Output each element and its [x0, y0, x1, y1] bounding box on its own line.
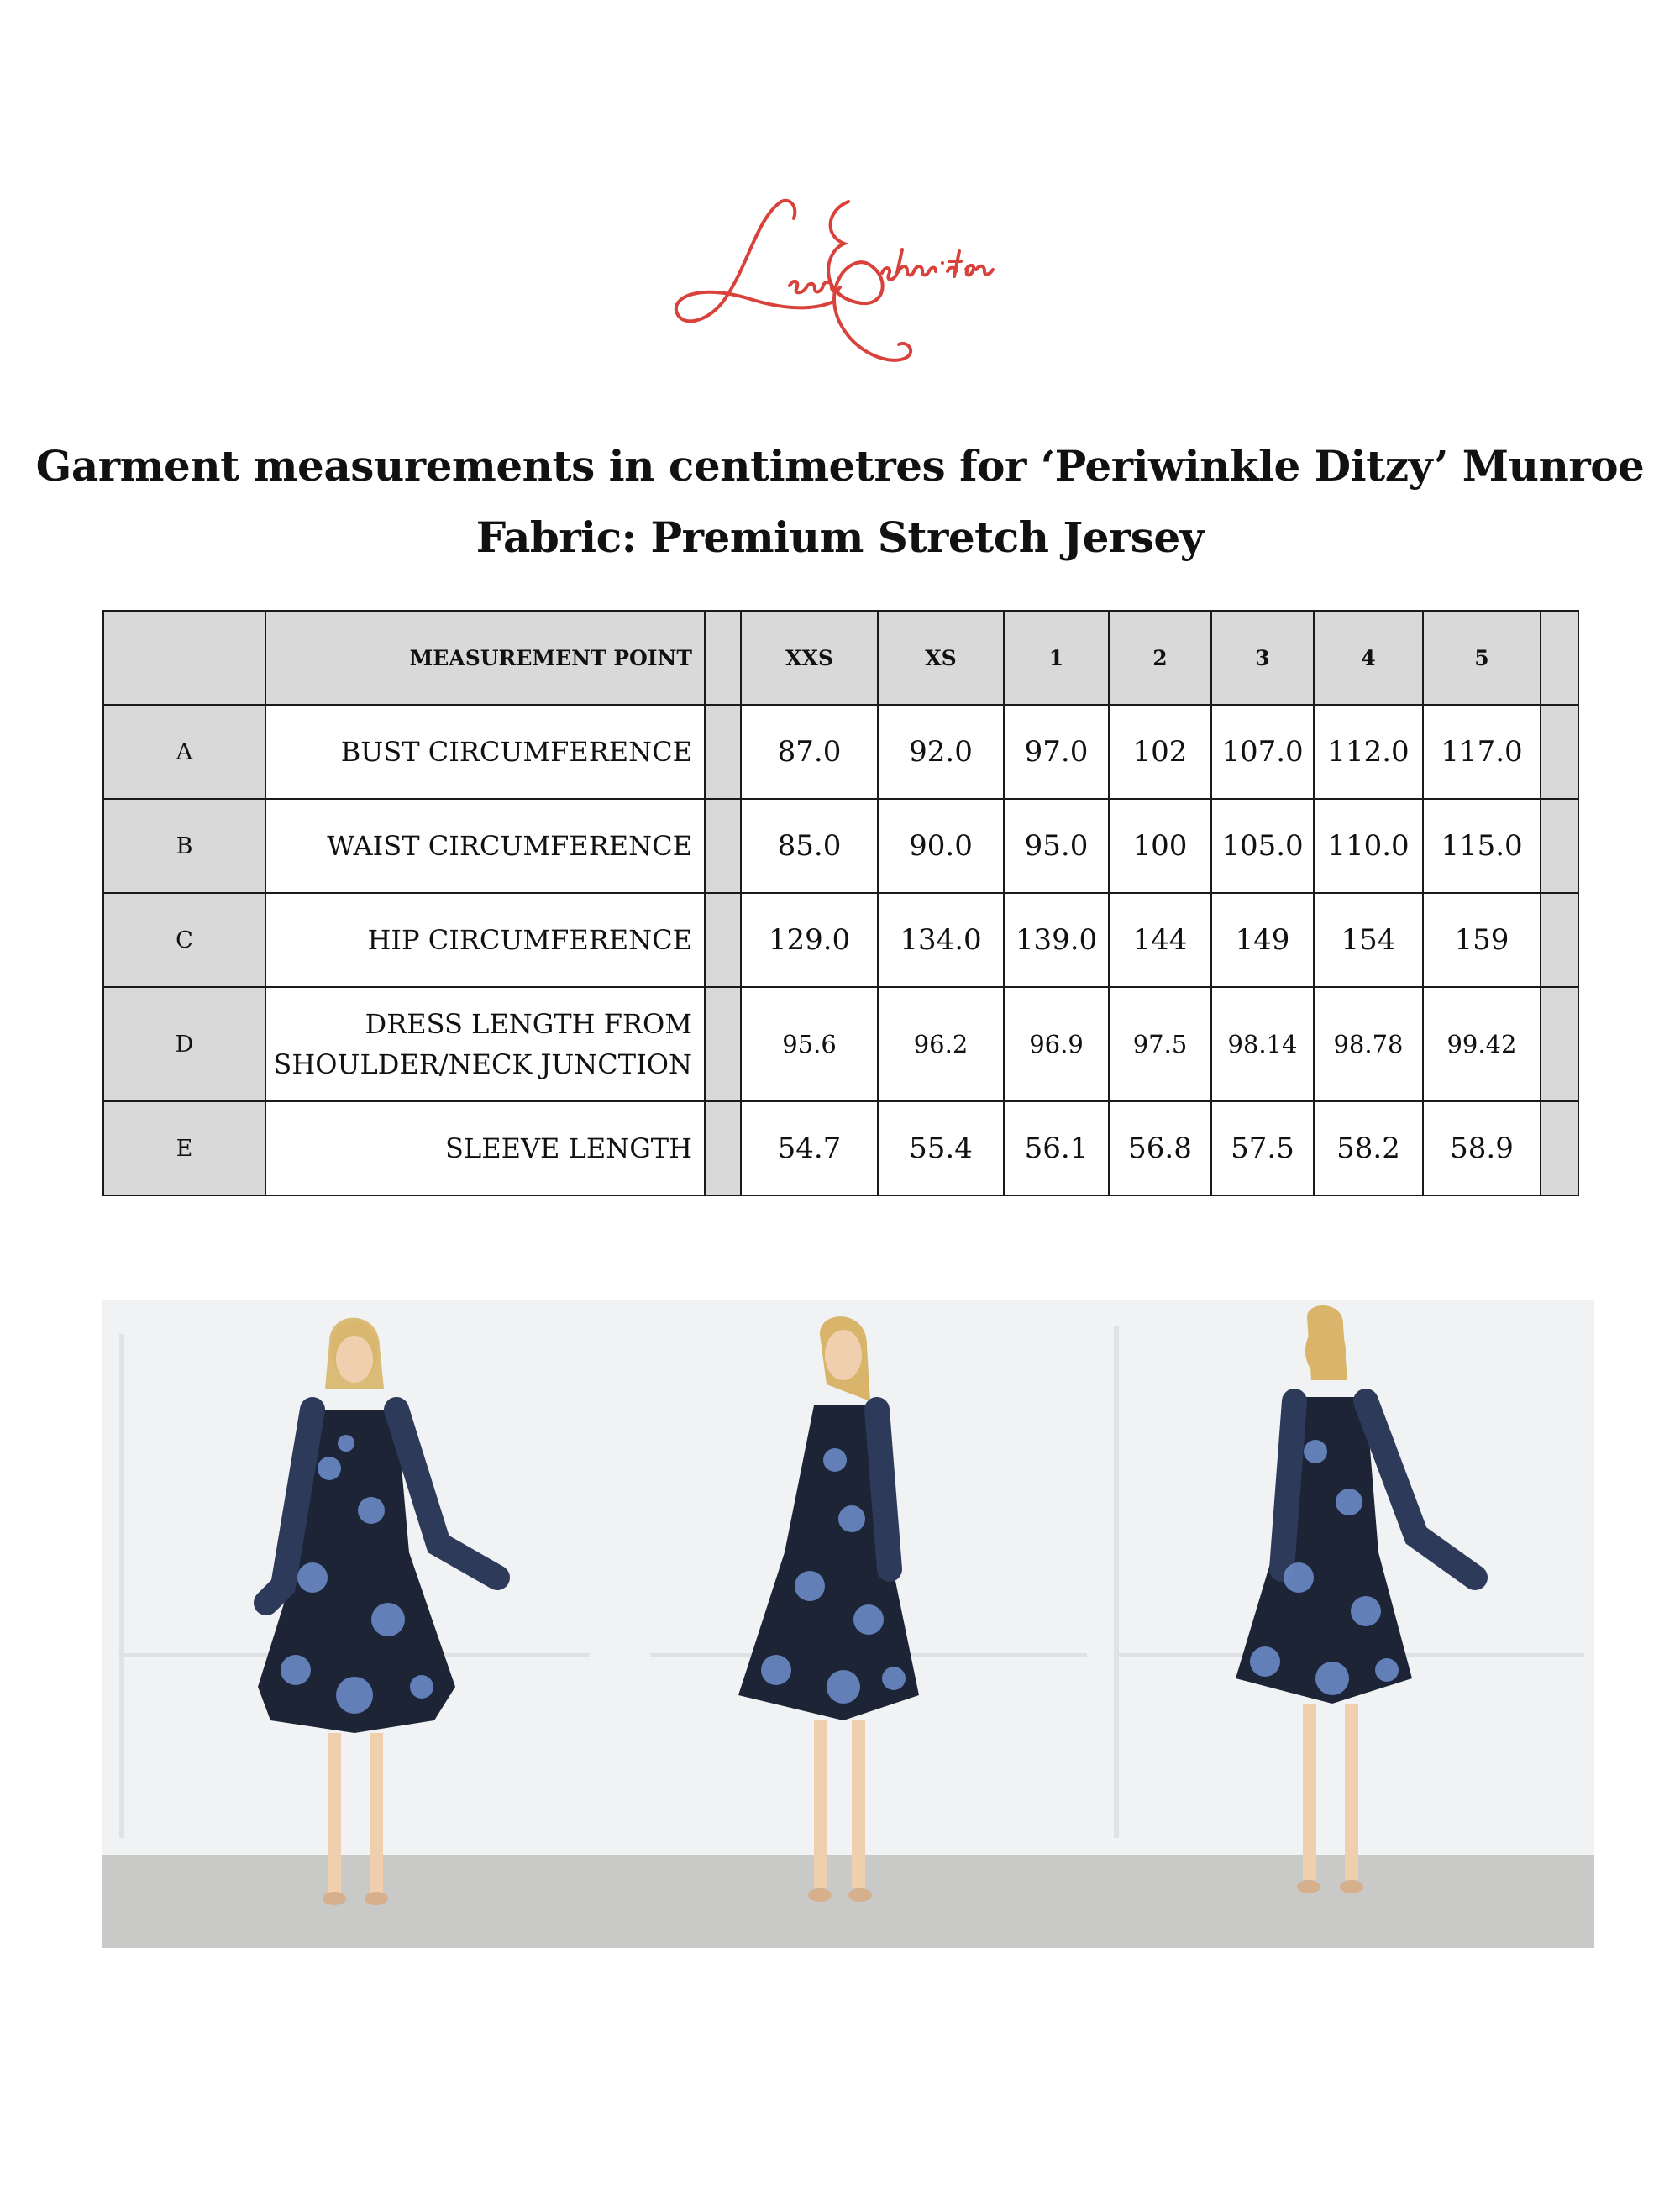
spacer-cell	[1541, 893, 1578, 987]
value-cell: 98.14	[1211, 987, 1314, 1101]
value-cell: 56.8	[1109, 1101, 1211, 1195]
value-cell: 57.5	[1211, 1101, 1314, 1195]
header-size-5: 5	[1423, 611, 1541, 705]
spacer-cell	[1541, 799, 1578, 893]
spacer-cell	[1541, 987, 1578, 1101]
row-code: C	[103, 893, 265, 987]
value-cell: 129.0	[741, 893, 878, 987]
value-cell: 99.42	[1423, 987, 1541, 1101]
row-code: E	[103, 1101, 265, 1195]
table-row	[103, 1101, 1578, 1195]
value-cell: 139.0	[1004, 893, 1109, 987]
model-side-illustration	[600, 1300, 1097, 1948]
measurements-title: Garment measurements in centimetres for ‘Periwinkle Ditzy’ Munroe	[35, 441, 1645, 491]
value-cell: 98.78	[1314, 987, 1423, 1101]
header-measurement-point: MEASUREMENT POINT	[265, 611, 705, 705]
header-size-xxs: XXS	[741, 611, 878, 705]
header-size-3: 3	[1211, 611, 1314, 705]
value-cell: 54.7	[741, 1101, 878, 1195]
value-cell: 90.0	[878, 799, 1004, 893]
spacer-cell	[705, 611, 741, 705]
value-cell: 107.0	[1211, 705, 1314, 799]
value-cell: 58.2	[1314, 1101, 1423, 1195]
table-row	[103, 705, 1578, 799]
table-row	[103, 799, 1578, 893]
row-code: B	[103, 799, 265, 893]
value-cell: 95.6	[741, 987, 878, 1101]
spacer-cell	[705, 987, 741, 1101]
spacer-cell	[705, 799, 741, 893]
row-label-line: DRESS LENGTH FROM	[365, 1008, 692, 1040]
value-cell: 115.0	[1423, 799, 1541, 893]
measurement-table	[102, 610, 1579, 1196]
row-label: BUST CIRCUMFERENCE	[265, 705, 705, 799]
value-cell: 159	[1423, 893, 1541, 987]
table-header-row	[103, 611, 1578, 705]
value-cell: 85.0	[741, 799, 878, 893]
spacer-cell	[1541, 1101, 1578, 1195]
row-code: D	[103, 987, 265, 1101]
header-code-cell	[103, 611, 265, 705]
product-photo-back	[1097, 1300, 1594, 1948]
value-cell: 95.0	[1004, 799, 1109, 893]
value-cell: 96.2	[878, 987, 1004, 1101]
spacer-cell	[1541, 705, 1578, 799]
row-label-line: SHOULDER/NECK JUNCTION	[273, 1048, 692, 1080]
value-cell: 96.9	[1004, 987, 1109, 1101]
row-label	[265, 987, 705, 1101]
header-size-2: 2	[1109, 611, 1211, 705]
spacer-cell	[705, 705, 741, 799]
value-cell: 56.1	[1004, 1101, 1109, 1195]
spacer-cell	[705, 1101, 741, 1195]
header-size-4: 4	[1314, 611, 1423, 705]
spacer-cell	[1541, 611, 1578, 705]
header-size-1: 1	[1004, 611, 1109, 705]
value-cell: 97.5	[1109, 987, 1211, 1101]
value-cell: 110.0	[1314, 799, 1423, 893]
product-photo-strip	[102, 1300, 1594, 1948]
row-code: A	[103, 705, 265, 799]
value-cell: 117.0	[1423, 705, 1541, 799]
model-back-illustration	[1097, 1300, 1594, 1948]
value-cell: 55.4	[878, 1101, 1004, 1195]
value-cell: 102	[1109, 705, 1211, 799]
header-size-xs: XS	[878, 611, 1004, 705]
product-photo-side	[600, 1300, 1097, 1948]
value-cell: 144	[1109, 893, 1211, 987]
leona-edmiston-logo	[655, 185, 1025, 378]
value-cell: 105.0	[1211, 799, 1314, 893]
fabric-subtitle: Fabric: Premium Stretch Jersey	[475, 512, 1205, 562]
row-label: HIP CIRCUMFERENCE	[265, 893, 705, 987]
value-cell: 134.0	[878, 893, 1004, 987]
value-cell: 92.0	[878, 705, 1004, 799]
table-row	[103, 893, 1578, 987]
table-row	[103, 987, 1578, 1101]
value-cell: 149	[1211, 893, 1314, 987]
value-cell: 97.0	[1004, 705, 1109, 799]
product-photo-front	[102, 1300, 600, 1948]
row-label: SLEEVE LENGTH	[265, 1101, 705, 1195]
row-label: WAIST CIRCUMFERENCE	[265, 799, 705, 893]
spacer-cell	[705, 893, 741, 987]
model-front-illustration	[102, 1300, 600, 1948]
value-cell: 100	[1109, 799, 1211, 893]
value-cell: 87.0	[741, 705, 878, 799]
value-cell: 112.0	[1314, 705, 1423, 799]
value-cell: 58.9	[1423, 1101, 1541, 1195]
value-cell: 154	[1314, 893, 1423, 987]
